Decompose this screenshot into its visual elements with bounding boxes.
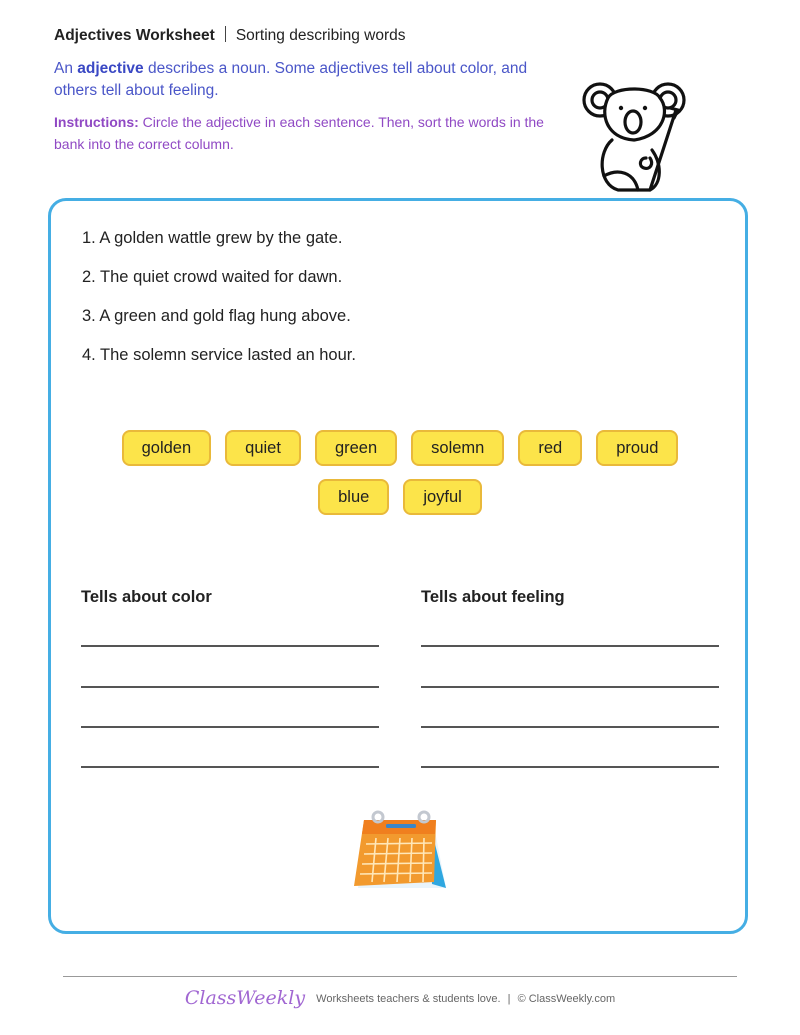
- word-chip-proud[interactable]: proud: [596, 430, 678, 466]
- instructions: [54, 112, 554, 155]
- answer-line[interactable]: [421, 686, 719, 688]
- sentence-item: 1. A golden wattle grew by the gate.: [82, 229, 343, 247]
- worksheet-title: Adjectives Worksheet: [54, 27, 215, 44]
- color-column-heading: Tells about color: [81, 588, 212, 606]
- word-chip-joyful[interactable]: joyful: [403, 479, 482, 515]
- answer-line[interactable]: [421, 726, 719, 728]
- brand-logo[interactable]: ClassWeekly: [184, 987, 306, 1009]
- footer: [0, 987, 800, 1009]
- word-bank-row: [60, 430, 740, 466]
- instructions-label: Instructions:: [54, 114, 139, 130]
- intro-prefix: An: [54, 60, 73, 77]
- intro-text: [54, 58, 574, 102]
- answer-line[interactable]: [421, 766, 719, 768]
- title-separator: [225, 26, 226, 42]
- color-column: [81, 586, 379, 608]
- word-bank: [60, 430, 740, 528]
- word-chip-blue[interactable]: blue: [318, 479, 389, 515]
- worksheet-header: [54, 26, 406, 45]
- feeling-column-heading: Tells about feeling: [421, 588, 565, 606]
- footer-separator: |: [507, 993, 511, 1005]
- footer-tagline: Worksheets teachers & students love.: [316, 993, 501, 1005]
- word-chip-golden[interactable]: golden: [122, 430, 212, 466]
- answer-line[interactable]: [421, 645, 719, 647]
- footer-divider: [63, 976, 737, 977]
- answer-line[interactable]: [81, 766, 379, 768]
- word-bank-row: [60, 479, 740, 515]
- answer-line[interactable]: [81, 686, 379, 688]
- calendar-icon: [344, 808, 456, 894]
- intro-keyword: adjective: [77, 60, 144, 77]
- word-chip-green[interactable]: green: [315, 430, 397, 466]
- sentence-item: 3. A green and gold flag hung above.: [82, 307, 351, 325]
- feeling-column: [421, 586, 719, 608]
- footer-copyright[interactable]: © ClassWeekly.com: [517, 993, 616, 1005]
- worksheet-subtitle: Sorting describing words: [235, 27, 406, 44]
- answer-line[interactable]: [81, 645, 379, 647]
- word-chip-quiet[interactable]: quiet: [225, 430, 301, 466]
- word-chip-solemn[interactable]: solemn: [411, 430, 504, 466]
- instructions-text: Circle the adjective in each sentence. Then, sort the words in the bank into the correct column.: [54, 114, 544, 152]
- intro-rest: describes a noun. Some adjectives tell about color, and others tell about feeling.: [54, 60, 528, 99]
- sentence-list: [82, 227, 356, 383]
- koala-icon: [578, 80, 690, 196]
- sentence-item: 2. The quiet crowd waited for dawn.: [82, 268, 343, 286]
- word-chip-red[interactable]: red: [518, 430, 582, 466]
- answer-line[interactable]: [81, 726, 379, 728]
- sentence-item: 4. The solemn service lasted an hour.: [82, 346, 356, 364]
